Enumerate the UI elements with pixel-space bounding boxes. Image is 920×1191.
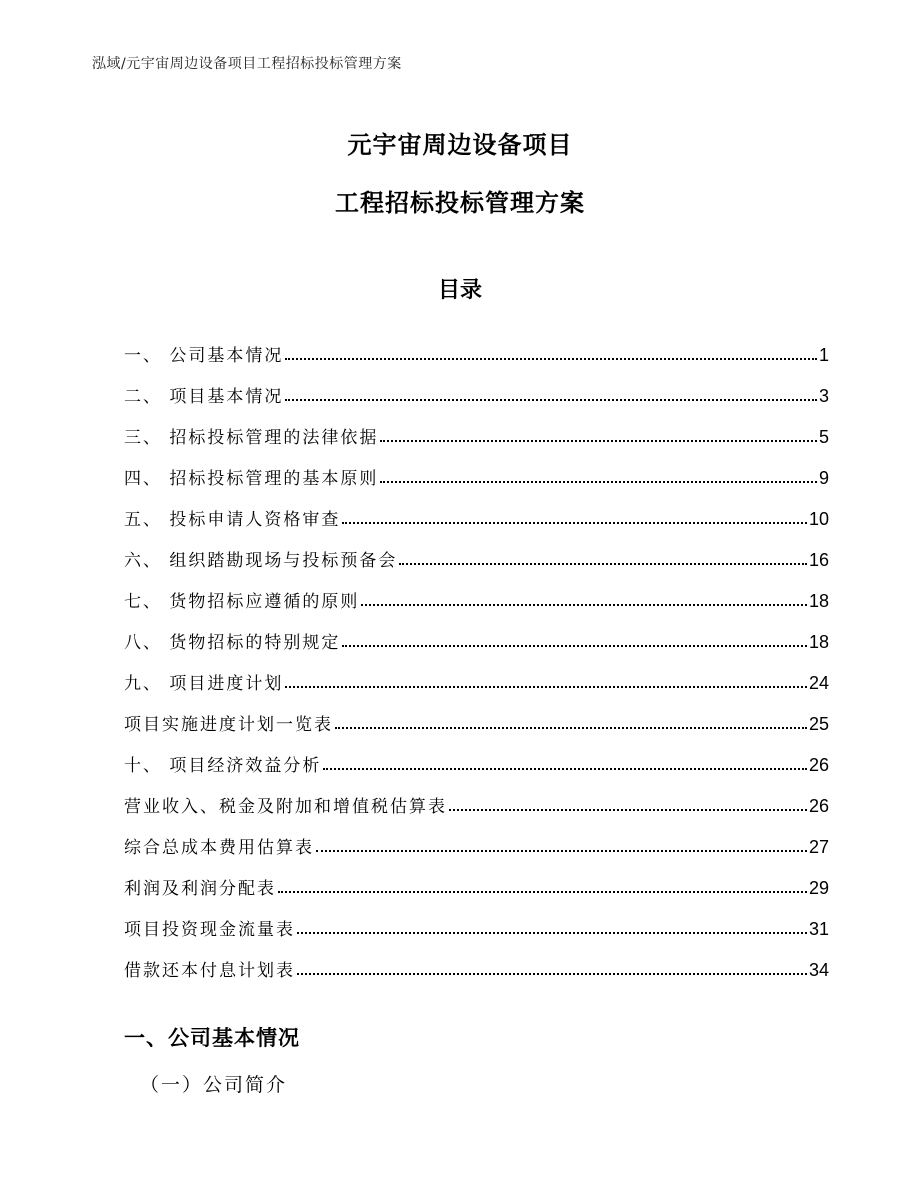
toc-entry-label: 九、 项目进度计划: [124, 674, 284, 694]
toc-entry-label: 一、 公司基本情况: [124, 346, 284, 366]
toc-entry-page: 10: [808, 509, 829, 529]
toc-entry[interactable]: [124, 325, 829, 366]
toc-leader-dots: [342, 522, 807, 524]
toc-entry-page: 29: [808, 878, 829, 898]
toc-leader-dots: [285, 686, 807, 688]
document-title-line-2: 工程招标投标管理方案: [335, 189, 585, 217]
toc-entry-label: 四、 招标投标管理的基本原则: [124, 469, 379, 489]
toc-entry[interactable]: [124, 448, 829, 489]
toc-entry[interactable]: [124, 530, 829, 571]
toc-entry-page: 34: [808, 960, 829, 980]
toc-entry-label: 七、 货物招标应遵循的原则: [124, 592, 360, 612]
toc-entry-label: 营业收入、税金及附加和增值税估算表: [124, 797, 447, 817]
toc-entry[interactable]: [124, 735, 829, 776]
section-heading: 一、公司基本情况: [124, 1026, 300, 1050]
running-header: 泓域/元宇宙周边设备项目工程招标投标管理方案: [92, 56, 402, 72]
toc-entry-label: 综合总成本费用估算表: [124, 838, 314, 858]
toc-entry[interactable]: [124, 612, 829, 653]
toc-entry[interactable]: [124, 899, 829, 940]
toc-leader-dots: [285, 358, 817, 360]
toc-entry-page: 16: [808, 550, 829, 570]
toc-entry[interactable]: [124, 940, 829, 981]
toc-entry[interactable]: [124, 817, 829, 858]
toc-entry[interactable]: [124, 858, 829, 899]
toc-entry-page: 26: [808, 796, 829, 816]
toc-entry-page: 18: [808, 591, 829, 611]
toc-leader-dots: [278, 891, 807, 893]
toc-entry[interactable]: [124, 407, 829, 448]
toc-leader-dots: [335, 727, 807, 729]
toc-entry-page: 24: [808, 673, 829, 693]
toc-entry-label: 六、 组织踏勘现场与投标预备会: [124, 551, 398, 571]
toc-leader-dots: [380, 481, 817, 483]
toc-entry[interactable]: [124, 694, 829, 735]
toc-entry[interactable]: [124, 571, 829, 612]
toc-entry[interactable]: [124, 366, 829, 407]
toc-leader-dots: [323, 768, 807, 770]
toc-entry-page: 9: [818, 468, 829, 488]
toc-leader-dots: [342, 645, 807, 647]
toc-entry-label: 项目投资现金流量表: [124, 920, 295, 940]
toc-entry-page: 27: [808, 837, 829, 857]
toc-entry-label: 八、 货物招标的特别规定: [124, 633, 341, 653]
toc-leader-dots: [297, 973, 807, 975]
toc-entry-page: 1: [818, 345, 829, 365]
subsection-heading: （一）公司简介: [140, 1074, 288, 1096]
toc-entry-label: 利润及利润分配表: [124, 879, 276, 899]
toc-leader-dots: [399, 563, 807, 565]
toc-entry-page: 5: [818, 427, 829, 447]
toc-entry[interactable]: [124, 489, 829, 530]
toc-leader-dots: [449, 809, 807, 811]
toc-entry-page: 31: [808, 919, 829, 939]
table-of-contents: [124, 325, 829, 981]
document-title-line-1: 元宇宙周边设备项目: [347, 131, 573, 159]
toc-entry-label: 三、 招标投标管理的法律依据: [124, 428, 379, 448]
toc-entry-page: 26: [808, 755, 829, 775]
toc-entry-page: 25: [808, 714, 829, 734]
toc-leader-dots: [297, 932, 807, 934]
toc-title: 目录: [437, 278, 482, 303]
toc-leader-dots: [361, 604, 807, 606]
toc-leader-dots: [380, 440, 817, 442]
toc-entry-page: 3: [818, 386, 829, 406]
toc-entry-label: 借款还本付息计划表: [124, 961, 295, 981]
toc-leader-dots: [285, 399, 817, 401]
toc-entry[interactable]: [124, 776, 829, 817]
toc-entry-label: 五、 投标申请人资格审查: [124, 510, 341, 530]
toc-entry-label: 项目实施进度计划一览表: [124, 715, 333, 735]
toc-entry-page: 18: [808, 632, 829, 652]
toc-entry[interactable]: [124, 653, 829, 694]
toc-entry-label: 十、 项目经济效益分析: [124, 756, 322, 776]
toc-leader-dots: [316, 850, 807, 852]
toc-entry-label: 二、 项目基本情况: [124, 387, 284, 407]
